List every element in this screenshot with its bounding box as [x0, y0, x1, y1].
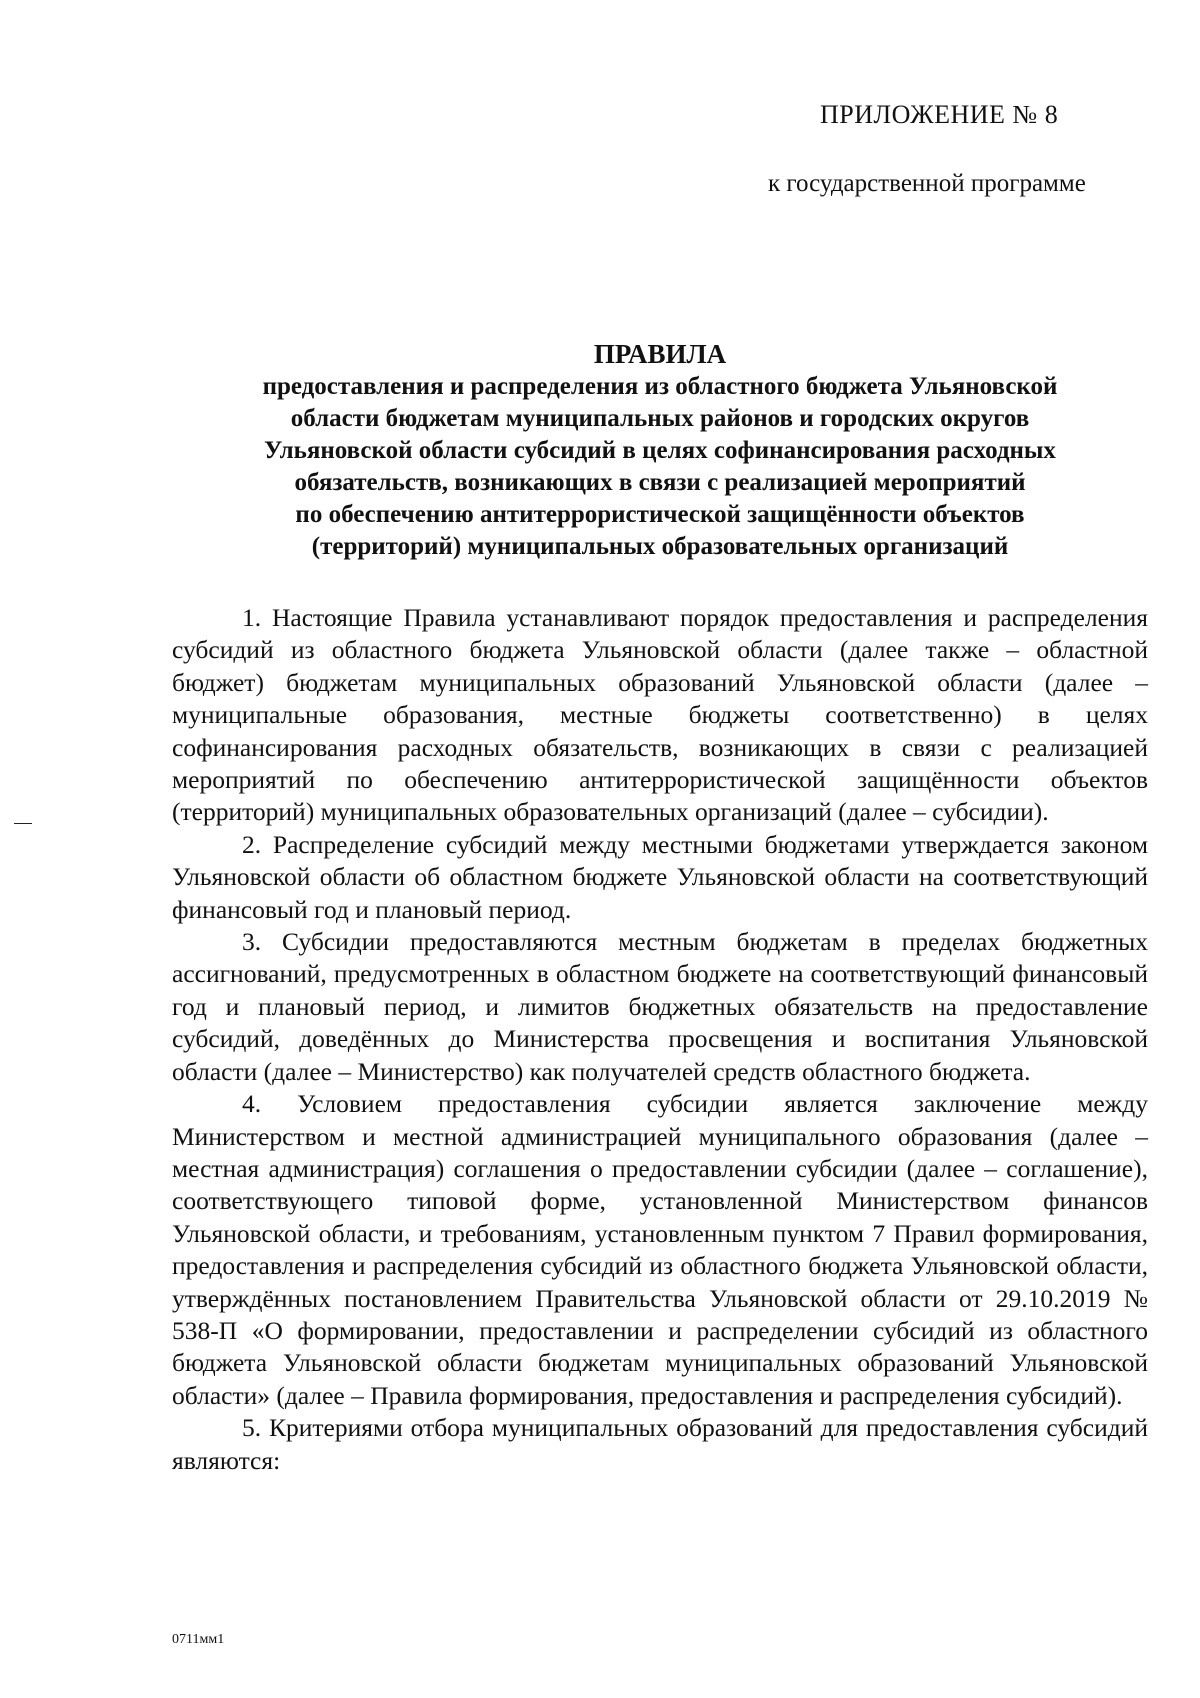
footer-document-code: 0711мм1 — [172, 1632, 225, 1647]
subtitle-line: предоставления и распределения из областного бюджета Ульяновской — [262, 373, 1058, 400]
paragraph-3: 3. Субсидии предоставляются местным бюджетам в пределах бюджетных ассигнований, предусмотренных в областном бюджете на соответствующий финансовый год и плановый период, и лимитов бюджетных обязательств на предоставление субсидий, доведённых до Министерства просвещения и воспитания Ульяновской области (далее – Министерство) как получателей средств областного бюджета. — [172, 927, 1148, 1086]
subtitle-line: обязательств, возникающих в связи с реализацией мероприятий — [294, 469, 1026, 496]
paragraph-5: 5. Критериями отбора муниципальных образований для предоставления субсидий являются: — [172, 1413, 1148, 1475]
document-title: ПРАВИЛА — [593, 339, 727, 369]
document-subtitle — [180, 371, 1140, 563]
subtitle-line: (территорий) муниципальных образовательных организаций — [311, 533, 1009, 560]
document-title-block — [180, 338, 1140, 563]
margin-mark — [14, 823, 32, 824]
paragraph-2: 2. Распределение субсидий между местными бюджетами утверждается законом Ульяновской области об областном бюджете Ульяновской области на соответствующий финансовый год и плановый период. — [172, 829, 1148, 924]
subtitle-line: по обеспечению антитеррористической защищённости объектов — [295, 501, 1025, 528]
document-body — [172, 602, 1148, 1477]
appendix-reference: к государственной программе — [768, 170, 1086, 197]
paragraph-1: 1. Настоящие Правила устанавливают порядок предоставления и распределения субсидий из областного бюджета Ульяновской области (далее также – областной бюджет) бюджетам муниципальных образований Ульяновской области (далее – муниципальные образования, местные бюджеты соответственно) в целях софинансирования расходных обязательств, возникающих в связи с реализацией мероприятий по обеспечению антитеррористической защищённости объектов (территорий) муниципальных образовательных организаций (далее – субсидии). — [172, 603, 1148, 827]
subtitle-line: Ульяновской области субсидий в целях софинансирования расходных — [264, 437, 1056, 464]
subtitle-line: области бюджетам муниципальных районов и городских округов — [290, 405, 1030, 432]
appendix-number: ПРИЛОЖЕНИЕ № 8 — [820, 100, 1059, 129]
paragraph-4: 4. Условием предоставления субсидии является заключение между Министерством и местной администрацией муниципального образования (далее – местная администрация) соглашения о предоставлении субсидии (далее – соглашение), соответствующего типовой форме, установленной Министерством финансов Ульяновской области, и требованиям, установленным пунктом 7 Правил формирования, предоставления и распределения субсидий из областного бюджета Ульяновской области, утверждённых постановлением Правительства Ульяновской области от 29.10.2019 № 538-П «О формировании, предоставлении и распределении субсидий из областного бюджета Ульяновской области бюджетам муниципальных образований Ульяновской области» (далее – Правила формирования, предоставления и распределения субсидий). — [172, 1089, 1148, 1410]
